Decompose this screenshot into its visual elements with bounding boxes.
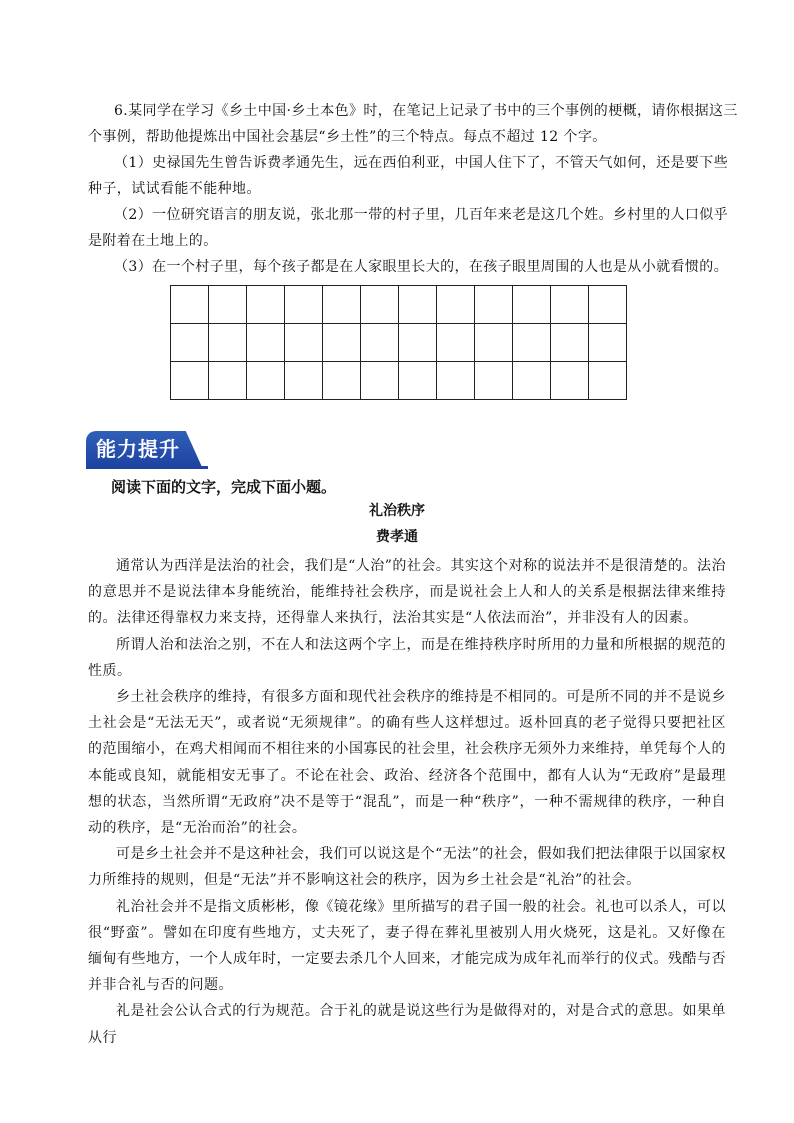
answer-cell[interactable]	[247, 362, 285, 400]
answer-cell[interactable]	[551, 324, 589, 362]
article-paragraph: 所谓人治和法治之别，不在人和法这两个字上，而是在维持秩序时所用的力量和所根据的规范的性质。	[88, 636, 726, 679]
answer-cell[interactable]	[475, 362, 513, 400]
answer-cell[interactable]	[513, 362, 551, 400]
answer-cell[interactable]	[551, 286, 589, 324]
section-divider	[86, 466, 208, 469]
answer-cell[interactable]	[399, 286, 437, 324]
answer-cell[interactable]	[361, 362, 399, 400]
article-paragraph: 乡土社会秩序的维持，有很多方面和现代社会秩序的维持是不相同的。可是所不同的并不是说乡土社会是“无法无天”，或者说“无须规律”。的确有些人这样想过。返朴回真的老子觉得只要把社区的范围缩小，在鸡犬相闻而不相往来的小国寡民的社会里，社会秩序无须外力来维持，单凭每个人的本能或良知，就能相安无事了。不论在社会、政治、经济各个范围中，都有人认为“无政府”是最理想的状态，当然所谓“无政府”决不是等于“混乱”，而是一种“秩序”，一种不需规律的秩序，一种自动的秩序，是“无治而治”的社会。	[88, 689, 726, 837]
answer-cell[interactable]	[551, 362, 589, 400]
question-item-2: （2）一位研究语言的朋友说，张北那一带的村子里，几百年来老是这几个姓。乡村里的人口似乎是附着在土地上的。	[88, 207, 729, 249]
answer-cell[interactable]	[171, 362, 209, 400]
answer-cell[interactable]	[247, 286, 285, 324]
article-paragraph: 礼治社会并不是指文质彬彬，像《镜花缘》里所描写的君子国一般的社会。礼也可以杀人，可以很“野蛮”。譬如在印度有些地方，丈夫死了，妻子得在葬礼里被别人用火烧死，这是礼。又好像在缅甸有些地方，一个人成年时，一定要去杀几个人回来，才能完成为成年礼而举行的仪式。残酷与否并非合礼与否的问题。	[88, 898, 726, 994]
answer-cell[interactable]	[361, 324, 399, 362]
answer-grid[interactable]	[170, 285, 627, 400]
article-title: 礼治秩序	[369, 503, 425, 519]
answer-cell[interactable]	[399, 362, 437, 400]
article-paragraph: 可是乡土社会并不是这种社会，我们可以说这是个“无法”的社会，假如我们把法律限于以国家权力所维持的规则，但是“无法”并不影响这社会的秩序，因为乡土社会是“礼治”的社会。	[88, 846, 726, 889]
answer-cell[interactable]	[437, 324, 475, 362]
answer-cell[interactable]	[589, 286, 627, 324]
section-title: 能力提升	[96, 437, 180, 461]
answer-cell[interactable]	[171, 324, 209, 362]
answer-cell[interactable]	[285, 324, 323, 362]
question-item-1: （1）史禄国先生曾告诉费孝通先生，远在西伯利亚，中国人住下了，不管天气如何，还是要下些种子，试试看能不能种地。	[88, 155, 729, 197]
answer-cell[interactable]	[437, 286, 475, 324]
question-6	[88, 98, 738, 280]
answer-cell[interactable]	[285, 362, 323, 400]
answer-cell[interactable]	[323, 362, 361, 400]
answer-cell[interactable]	[285, 286, 323, 324]
answer-cell[interactable]	[589, 324, 627, 362]
answer-cell[interactable]	[437, 362, 475, 400]
answer-cell[interactable]	[361, 286, 399, 324]
section-header	[86, 431, 202, 467]
article-paragraph: 礼是社会公认合式的行为规范。合于礼的就是说这些行为是做得对的，对是合式的意思。如果单从行	[88, 1003, 726, 1046]
question-item-3: （3）在一个村子里，每个孩子都是在人家眼里长大的，在孩子眼里周围的人也是从小就看惯的。	[114, 259, 729, 275]
answer-cell[interactable]	[247, 324, 285, 362]
article-author: 费孝通	[376, 529, 418, 545]
answer-cell[interactable]	[209, 286, 247, 324]
question-stem: 6.某同学在学习《乡土中国·乡土本色》时，在笔记上记录了书中的三个事例的梗概，请你根据这三个事例，帮助他提炼出中国社会基层“乡土性”的三个特点。每点不超过 12 个字。	[88, 103, 738, 145]
answer-cell[interactable]	[399, 324, 437, 362]
answer-cell[interactable]	[589, 362, 627, 400]
answer-cell[interactable]	[323, 324, 361, 362]
answer-cell[interactable]	[475, 324, 513, 362]
article-paragraph: 通常认为西洋是法治的社会，我们是“人治”的社会。其实这个对称的说法并不是很清楚的。法治的意思并不是说法律本身能统治，能维持社会秩序，而是说社会上人和人的关系是根据法律来维持的。法律还得靠权力来支持，还得靠人来执行，法治其实是“人依法而治”，并非没有人的因素。	[88, 558, 726, 627]
article-body	[88, 553, 726, 1051]
answer-cell[interactable]	[323, 286, 361, 324]
reading-instruction: 阅读下面的文字，完成下面小题。	[111, 478, 337, 496]
answer-cell[interactable]	[475, 286, 513, 324]
answer-cell[interactable]	[209, 324, 247, 362]
answer-cell[interactable]	[171, 286, 209, 324]
answer-cell[interactable]	[513, 324, 551, 362]
answer-cell[interactable]	[209, 362, 247, 400]
answer-cell[interactable]	[513, 286, 551, 324]
